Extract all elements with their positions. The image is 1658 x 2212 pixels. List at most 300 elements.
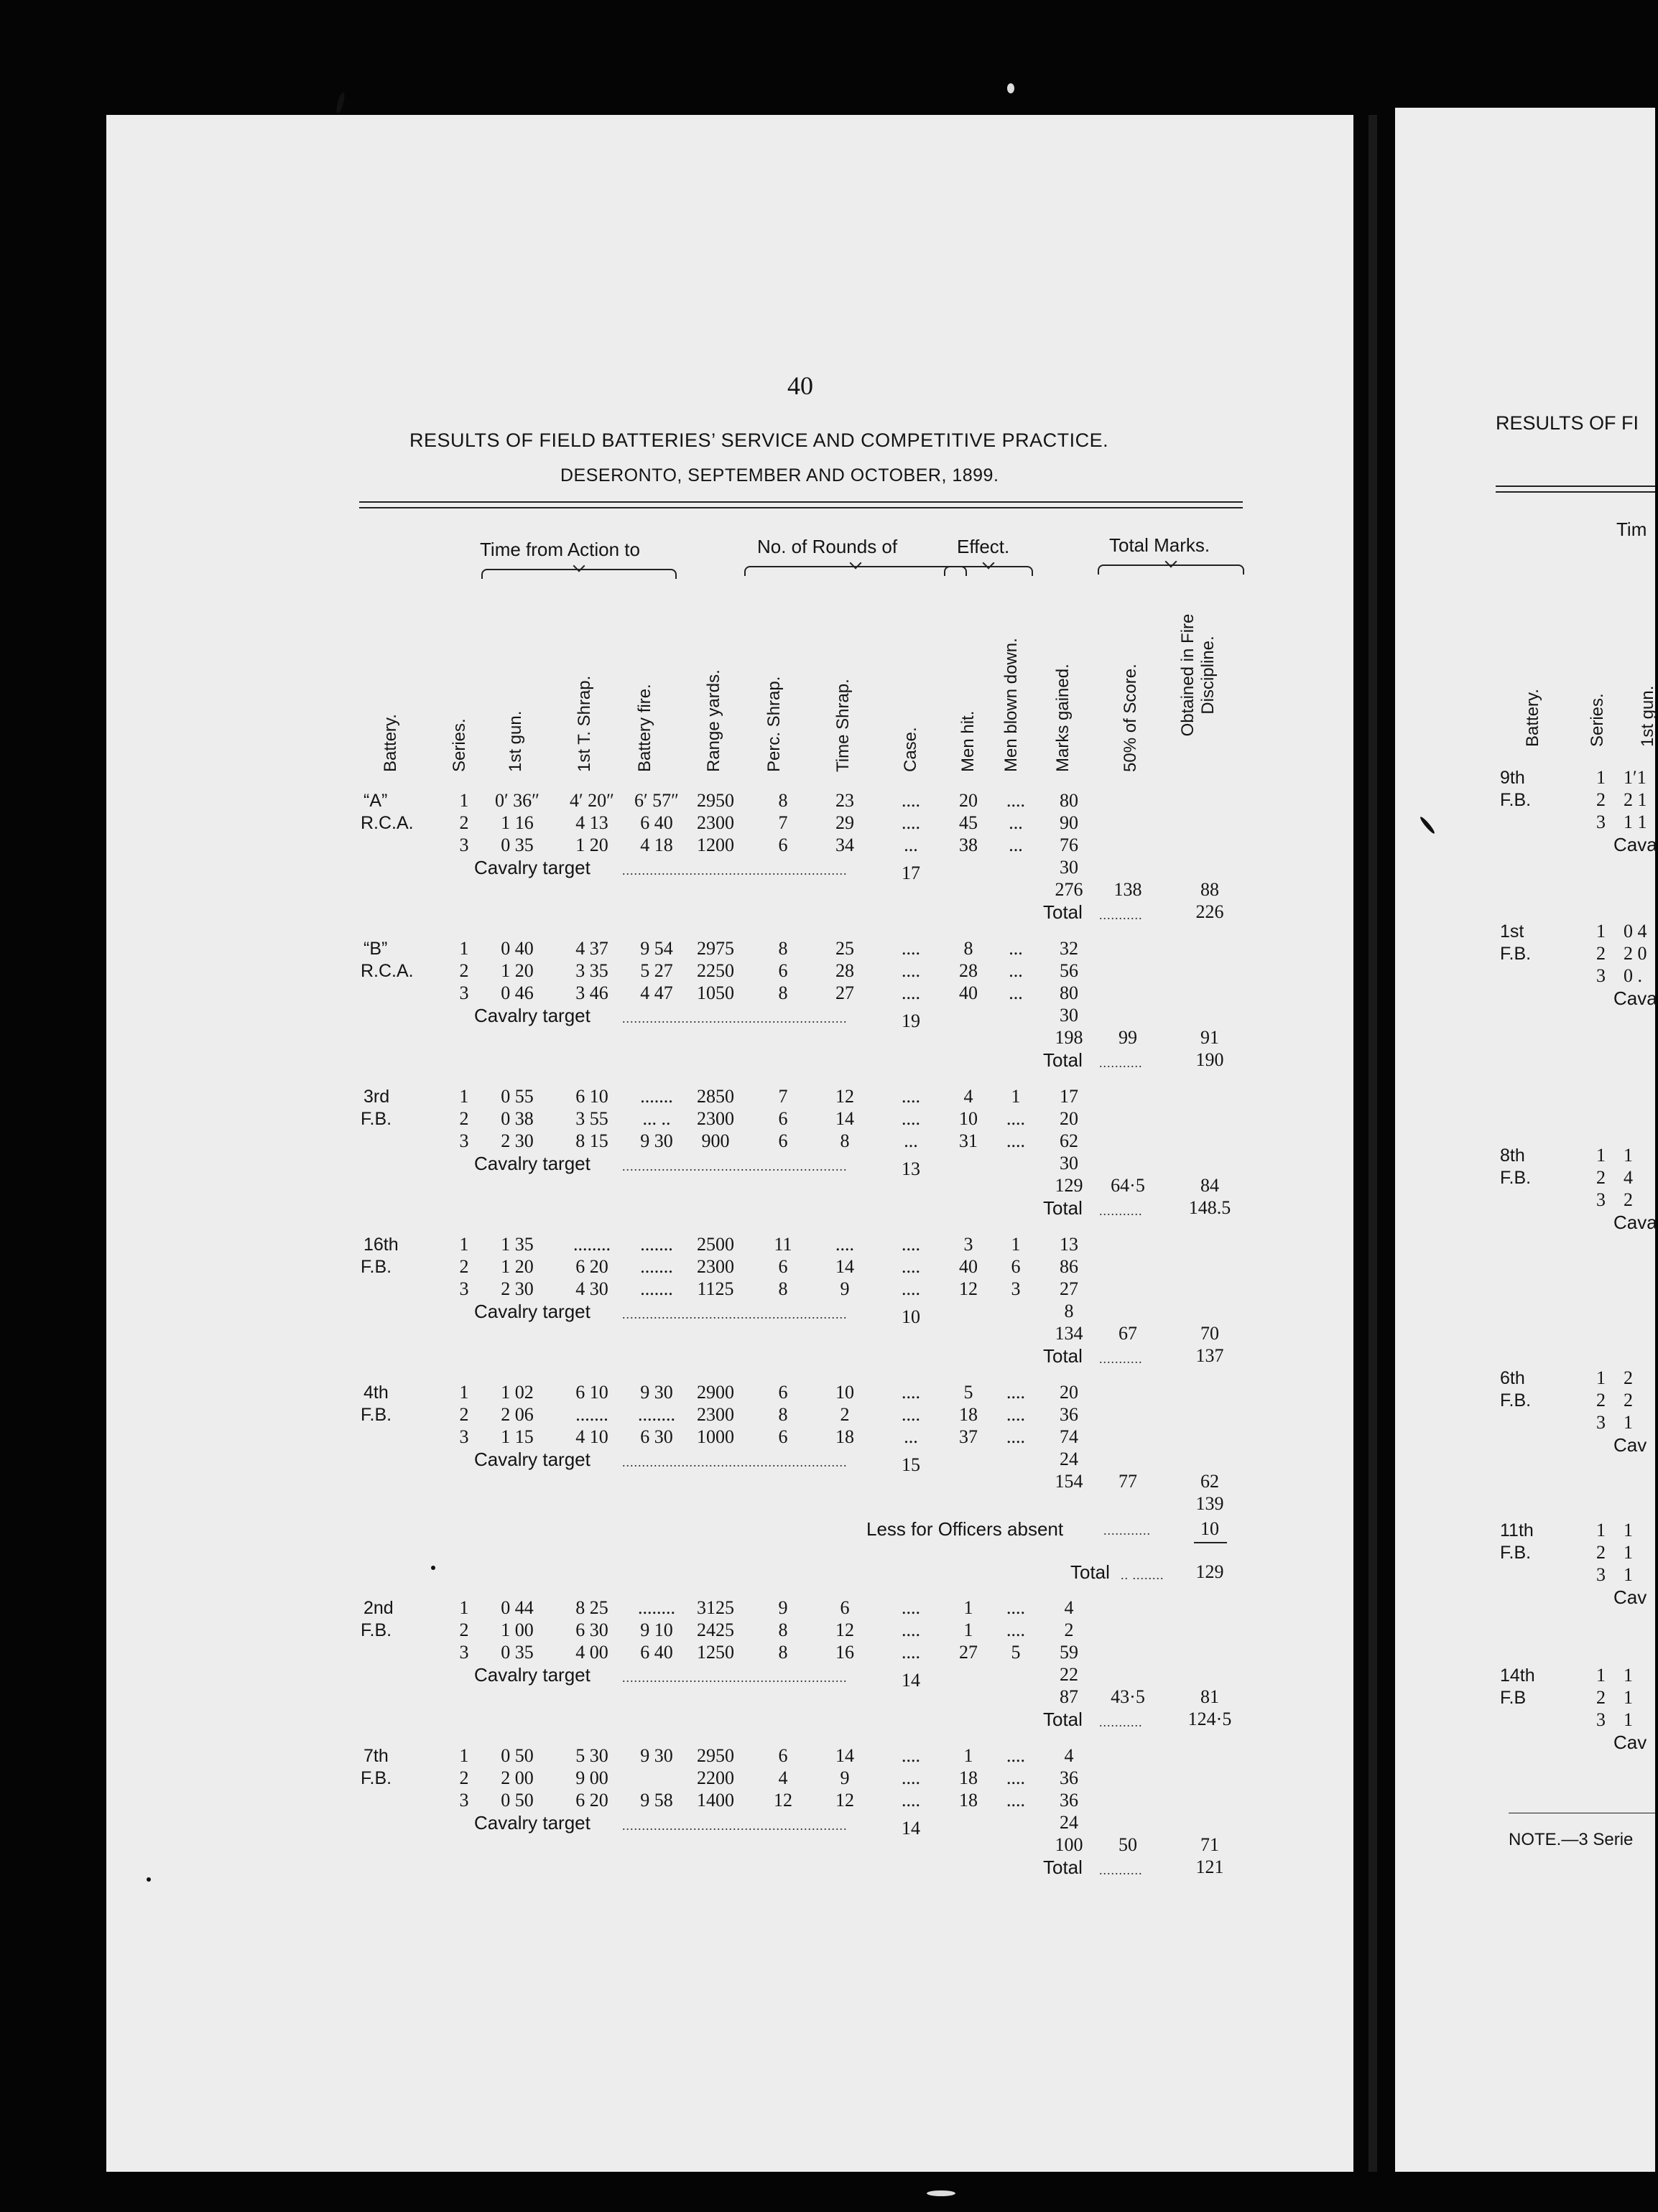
battery-name: 7th (363, 1746, 389, 1766)
right-battery-name: 14th (1500, 1665, 1535, 1686)
first-gun-cell: 1 02 (501, 1382, 534, 1403)
cavalry-case-cell: 14 (902, 1670, 920, 1691)
right-battery-unit: F.B. (1500, 944, 1532, 964)
marks-sum-cell: 276 (1055, 879, 1083, 900)
right-col-header-1st-gun: 1st gun. (1638, 685, 1657, 747)
right-series-cell: 1 (1596, 767, 1606, 788)
marks-cell: 2 (1064, 1620, 1074, 1640)
time-shrap-cell: 34 (835, 835, 854, 855)
men-hit-cell: 18 (959, 1404, 978, 1425)
right-series-cell: 1 (1596, 1665, 1606, 1686)
leader-dots: ........... (1099, 1056, 1143, 1070)
half-score-cell: 99 (1119, 1027, 1137, 1048)
series-cell: 1 (459, 1745, 469, 1766)
total-cell: 124·5 (1187, 1709, 1232, 1729)
battery-fire-cell: 4 18 (640, 835, 673, 855)
time-shrap-cell: .... (835, 1234, 854, 1255)
case-cell: .... (902, 1790, 920, 1811)
perc-shrap-cell: 8 (778, 982, 788, 1003)
less-officers-cell: 10 (1200, 1518, 1219, 1539)
marks-cell: 36 (1060, 1404, 1078, 1425)
battery-fire-cell: ........ (638, 1404, 675, 1425)
battery-fire-cell: 6 40 (640, 1642, 673, 1663)
marks-cell: 59 (1060, 1642, 1078, 1663)
battery-fire-cell: ....... (640, 1086, 673, 1107)
right-first-gun-cell: 1 (1624, 1687, 1633, 1708)
fire-discipline-cell: 71 (1200, 1834, 1219, 1855)
perc-shrap-cell: 6 (778, 960, 788, 981)
range-cell: 900 (701, 1130, 730, 1151)
men-blown-cell: .... (1006, 1382, 1025, 1403)
right-battery-name: 8th (1500, 1146, 1525, 1166)
first-t-shrap-cell: 5 30 (575, 1745, 608, 1766)
right-first-gun-cell: 1′1 (1624, 767, 1647, 788)
half-score-cell: 64·5 (1111, 1175, 1145, 1196)
right-cavalry-fragment: Cav (1613, 1434, 1647, 1456)
right-series-cell: 2 (1596, 1687, 1606, 1708)
first-t-shrap-cell: 4 10 (575, 1426, 608, 1447)
perc-shrap-cell: 7 (778, 1086, 788, 1107)
brace-effect (944, 566, 1033, 576)
cavalry-case-cell: 17 (902, 863, 920, 883)
men-blown-cell: .... (1006, 1790, 1025, 1811)
series-cell: 2 (459, 1767, 469, 1788)
series-cell: 3 (459, 1790, 469, 1811)
marks-cell: 4 (1064, 1745, 1074, 1766)
case-cell: ... (904, 835, 918, 855)
case-cell: .... (902, 1642, 920, 1663)
right-first-gun-cell: 1 (1624, 1520, 1633, 1540)
right-battery-unit: F.B. (1500, 1168, 1532, 1188)
first-t-shrap-cell: 6 20 (575, 1790, 608, 1811)
battery-unit: F.B. (361, 1257, 392, 1277)
range-cell: 2200 (697, 1767, 734, 1788)
total-cell: 190 (1195, 1049, 1224, 1070)
series-cell: 1 (459, 790, 469, 811)
marks-cell: 80 (1060, 982, 1078, 1003)
case-cell: .... (902, 812, 920, 833)
series-cell: 2 (459, 1256, 469, 1277)
first-t-shrap-cell: 6 10 (575, 1382, 608, 1403)
range-cell: 2900 (697, 1382, 734, 1403)
first-gun-cell: 0 35 (501, 1642, 534, 1663)
right-series-cell: 3 (1596, 1564, 1606, 1585)
time-shrap-cell: 18 (835, 1426, 854, 1447)
first-gun-cell: 1 00 (501, 1620, 534, 1640)
range-cell: 1250 (697, 1642, 734, 1663)
page-subtitle: DESERONTO, SEPTEMBER AND OCTOBER, 1899. (560, 465, 999, 485)
case-cell: .... (902, 1382, 920, 1403)
range-cell: 2425 (697, 1620, 734, 1640)
men-hit-cell: 28 (959, 960, 978, 981)
series-cell: 2 (459, 1620, 469, 1640)
group-header-time: Time from Action to (480, 539, 640, 560)
right-series-cell: 2 (1596, 1167, 1606, 1188)
brace-time (481, 569, 677, 579)
perc-shrap-cell: 8 (778, 1642, 788, 1663)
scan-mark (147, 1877, 151, 1882)
right-footnote: NOTE.—3 Serie (1509, 1830, 1634, 1849)
leader-dots: ........... (1099, 1352, 1143, 1366)
right-series-cell: 3 (1596, 1709, 1606, 1730)
first-t-shrap-cell: ........ (573, 1234, 611, 1255)
men-hit-cell: 1 (963, 1620, 973, 1640)
perc-shrap-cell: 6 (778, 1108, 788, 1129)
case-cell: .... (902, 790, 920, 811)
leader-dots: ......................................................... (622, 863, 848, 878)
right-series-cell: 2 (1596, 789, 1606, 810)
range-cell: 1125 (697, 1278, 734, 1299)
battery-unit: F.B. (361, 1768, 392, 1788)
case-cell: .... (902, 1086, 920, 1107)
men-hit-cell: 12 (959, 1278, 978, 1299)
perc-shrap-cell: 9 (778, 1597, 788, 1618)
battery-fire-cell: 6 40 (640, 812, 673, 833)
brace-total (1098, 564, 1244, 575)
right-battery-unit: F.B. (1500, 1390, 1532, 1411)
battery-unit: F.B. (361, 1405, 392, 1425)
first-gun-cell: 1 20 (501, 960, 534, 981)
marks-sum-cell: 100 (1055, 1834, 1083, 1855)
first-gun-cell: 0 38 (501, 1108, 534, 1129)
right-cavalry-fragment: Cava (1613, 834, 1657, 855)
cavalry-target-label: Cavalry target (474, 1005, 591, 1026)
first-gun-cell: 0 46 (501, 982, 534, 1003)
brace-rounds (744, 566, 967, 576)
first-gun-cell: 1 16 (501, 812, 534, 833)
marks-cell: 13 (1060, 1234, 1078, 1255)
marks-sum-cell: 134 (1055, 1323, 1083, 1344)
right-series-cell: 2 (1596, 943, 1606, 964)
col-header-case: Case. (901, 727, 920, 772)
men-hit-cell: 1 (963, 1745, 973, 1766)
first-t-shrap-cell: 3 55 (575, 1108, 608, 1129)
total-label: Total (1043, 901, 1083, 923)
right-first-gun-cell: 0 . (1624, 965, 1642, 986)
battery-fire-cell: ........ (638, 1597, 675, 1618)
battery-fire-cell: ....... (640, 1234, 673, 1255)
first-t-shrap-cell: 6 10 (575, 1086, 608, 1107)
scan-mark (431, 1566, 435, 1570)
right-battery-name: 6th (1500, 1368, 1525, 1388)
battery-fire-cell: 9 10 (640, 1620, 673, 1640)
marks-cell: 90 (1060, 812, 1078, 833)
perc-shrap-cell: 6 (778, 1426, 788, 1447)
total-cell: 121 (1195, 1856, 1224, 1877)
page-gutter (1368, 115, 1377, 2172)
first-gun-cell: 1 20 (501, 1256, 534, 1277)
time-shrap-cell: 6 (840, 1597, 850, 1618)
right-series-cell: 1 (1596, 1145, 1606, 1166)
time-shrap-cell: 9 (840, 1767, 850, 1788)
perc-shrap-cell: 4 (778, 1767, 788, 1788)
half-score-cell: 138 (1113, 879, 1142, 900)
first-t-shrap-cell: ....... (575, 1404, 608, 1425)
perc-shrap-cell: 6 (778, 1745, 788, 1766)
marks-cell: 36 (1060, 1767, 1078, 1788)
battery-fire-cell: 5 27 (640, 960, 673, 981)
perc-shrap-cell: 8 (778, 790, 788, 811)
series-cell: 1 (459, 1382, 469, 1403)
perc-shrap-cell: 8 (778, 938, 788, 959)
col-header-series: Series. (450, 718, 469, 772)
col-header-range-yards: Range yards. (704, 669, 723, 772)
time-shrap-cell: 10 (835, 1382, 854, 1403)
first-t-shrap-cell: 3 46 (575, 982, 608, 1003)
case-cell: .... (902, 1278, 920, 1299)
men-blown-cell: ... (1009, 812, 1023, 833)
battery-fire-cell: 6 30 (640, 1426, 673, 1447)
marks-cell: 17 (1060, 1086, 1078, 1107)
men-blown-cell: .... (1006, 790, 1025, 811)
perc-shrap-cell: 8 (778, 1620, 788, 1640)
men-blown-cell: .... (1006, 1745, 1025, 1766)
range-cell: 2950 (697, 790, 734, 811)
time-shrap-cell: 29 (835, 812, 854, 833)
marks-cell: 76 (1060, 835, 1078, 855)
men-hit-cell: 18 (959, 1767, 978, 1788)
first-gun-cell: 2 30 (501, 1278, 534, 1299)
cavalry-case-cell: 14 (902, 1818, 920, 1839)
battery-fire-cell: 9 30 (640, 1130, 673, 1151)
battery-unit: R.C.A. (361, 961, 414, 981)
perc-shrap-cell: 7 (778, 812, 788, 833)
col-header-1st-gun: 1st gun. (506, 710, 525, 772)
header-rule-bottom (359, 507, 1243, 508)
col-header-fire-discipline: Obtained in Fire Discipline. (1178, 613, 1218, 737)
men-blown-cell: ... (1009, 835, 1023, 855)
battery-fire-cell: 9 30 (640, 1745, 673, 1766)
right-first-gun-cell: 1 (1624, 1564, 1633, 1585)
first-gun-cell: 2 30 (501, 1130, 534, 1151)
range-cell: 2975 (697, 938, 734, 959)
right-group-header-fragment: Tim (1616, 519, 1647, 540)
half-score-cell: 77 (1119, 1471, 1137, 1492)
half-score-cell: 50 (1119, 1834, 1137, 1855)
men-blown-cell: 1 (1011, 1086, 1021, 1107)
right-page-title-fragment: RESULTS OF FI (1496, 412, 1639, 434)
men-blown-cell: 6 (1011, 1256, 1021, 1277)
series-cell: 1 (459, 1234, 469, 1255)
right-first-gun-cell: 1 (1624, 1709, 1633, 1730)
first-gun-cell: 0 35 (501, 835, 534, 855)
perc-shrap-cell: 12 (774, 1790, 792, 1811)
men-blown-cell: ... (1009, 982, 1023, 1003)
right-series-cell: 1 (1596, 1520, 1606, 1540)
col-header-50pct-score: 50% of Score. (1121, 664, 1140, 772)
marks-sum-cell: 154 (1055, 1471, 1083, 1492)
series-cell: 3 (459, 1130, 469, 1151)
right-series-cell: 3 (1596, 965, 1606, 986)
right-first-gun-cell: 1 (1624, 1542, 1633, 1563)
first-t-shrap-cell: 4 37 (575, 938, 608, 959)
total-cell: 148.5 (1188, 1197, 1231, 1218)
men-hit-cell: 31 (959, 1130, 978, 1151)
marks-sum-cell: 87 (1060, 1686, 1078, 1707)
right-first-gun-cell: 2 (1624, 1390, 1633, 1411)
first-t-shrap-cell: 4 13 (575, 812, 608, 833)
time-shrap-cell: 23 (835, 790, 854, 811)
men-hit-cell: 38 (959, 835, 978, 855)
first-gun-cell: 2 06 (501, 1404, 534, 1425)
case-cell: .... (902, 982, 920, 1003)
total-label: Total (1043, 1345, 1083, 1367)
perc-shrap-cell: 6 (778, 1382, 788, 1403)
men-hit-cell: 1 (963, 1597, 973, 1618)
leader-dots: .. ........ (1121, 1568, 1164, 1582)
perc-shrap-cell: 6 (778, 1130, 788, 1151)
fire-discipline-cell: 62 (1200, 1471, 1219, 1492)
cavalry-marks-cell: 30 (1060, 857, 1078, 878)
men-hit-cell: 27 (959, 1642, 978, 1663)
cavalry-target-label: Cavalry target (474, 1664, 591, 1686)
right-first-gun-cell: 1 (1624, 1665, 1633, 1686)
men-hit-cell: 8 (963, 938, 973, 959)
first-gun-cell: 0 40 (501, 938, 534, 959)
men-hit-cell: 10 (959, 1108, 978, 1129)
fire-discipline-cell: 70 (1200, 1323, 1219, 1344)
right-first-gun-cell: 2 (1624, 1189, 1633, 1210)
cavalry-marks-cell: 22 (1060, 1664, 1078, 1685)
men-blown-cell: .... (1006, 1108, 1025, 1129)
case-cell: .... (902, 1404, 920, 1425)
right-series-cell: 3 (1596, 1189, 1606, 1210)
men-blown-cell: ... (1009, 960, 1023, 981)
time-shrap-cell: 25 (835, 938, 854, 959)
right-col-header-series: Series. (1588, 693, 1607, 747)
case-cell: .... (902, 1620, 920, 1640)
page-title: RESULTS OF FIELD BATTERIES’ SERVICE AND COMPETITIVE PRACTICE. (409, 429, 1109, 451)
series-cell: 2 (459, 812, 469, 833)
range-cell: 1400 (697, 1790, 734, 1811)
range-cell: 2250 (697, 960, 734, 981)
fire-discipline-cell: 81 (1200, 1686, 1219, 1707)
perc-shrap-cell: 8 (778, 1404, 788, 1425)
right-battery-unit: F.B (1500, 1688, 1527, 1708)
right-cavalry-fragment: Cava (1613, 1212, 1657, 1233)
marks-cell: 80 (1060, 790, 1078, 811)
battery-name: 3rd (363, 1087, 390, 1107)
col-header-battery: Battery. (381, 714, 400, 772)
series-cell: 1 (459, 1597, 469, 1618)
time-shrap-cell: 16 (835, 1642, 854, 1663)
right-series-cell: 1 (1596, 921, 1606, 942)
men-hit-cell: 45 (959, 812, 978, 833)
case-cell: .... (902, 1234, 920, 1255)
battery-fire-cell: 9 30 (640, 1382, 673, 1403)
fire-discipline-cell: 84 (1200, 1175, 1219, 1196)
right-cavalry-fragment: Cava (1613, 988, 1657, 1009)
range-cell: 2300 (697, 1256, 734, 1277)
range-cell: 2300 (697, 1404, 734, 1425)
case-cell: .... (902, 1108, 920, 1129)
battery-name: 16th (363, 1235, 399, 1255)
cavalry-target-label: Cavalry target (474, 1812, 591, 1834)
scan-mark (335, 91, 346, 113)
first-t-shrap-cell: 8 25 (575, 1597, 608, 1618)
half-score-cell: 67 (1119, 1323, 1137, 1344)
right-battery-unit: F.B. (1500, 1543, 1532, 1563)
half-score-cell: 43·5 (1111, 1686, 1145, 1707)
scan-mark (1007, 83, 1014, 93)
perc-shrap-cell: 6 (778, 1256, 788, 1277)
col-header-men-blown-down: Men blown down. (1001, 638, 1021, 772)
men-blown-cell: 3 (1011, 1278, 1021, 1299)
time-shrap-cell: 14 (835, 1256, 854, 1277)
men-hit-cell: 40 (959, 982, 978, 1003)
series-cell: 3 (459, 835, 469, 855)
marks-cell: 20 (1060, 1382, 1078, 1403)
first-gun-cell: 0 50 (501, 1745, 534, 1766)
time-shrap-cell: 12 (835, 1086, 854, 1107)
battery-fire-cell: 6′ 57″ (634, 790, 680, 811)
leader-dots: ......................................................... (622, 1159, 848, 1174)
right-first-gun-cell: 2 0 (1624, 943, 1647, 964)
first-gun-cell: 2 00 (501, 1767, 534, 1788)
range-cell: 2950 (697, 1745, 734, 1766)
first-t-shrap-cell: 8 15 (575, 1130, 608, 1151)
marks-cell: 74 (1060, 1426, 1078, 1447)
right-series-cell: 1 (1596, 1367, 1606, 1388)
total-label: Total (1070, 1561, 1110, 1583)
cavalry-target-label: Cavalry target (474, 1449, 591, 1470)
marks-cell: 86 (1060, 1256, 1078, 1277)
group-header-effect: Effect. (957, 536, 1010, 557)
right-battery-name: 1st (1500, 921, 1524, 942)
cavalry-target-label: Cavalry target (474, 1153, 591, 1174)
first-gun-cell: 0 50 (501, 1790, 534, 1811)
leader-dots: ........... (1099, 1715, 1143, 1729)
group-header-rounds: No. of Rounds of (757, 536, 898, 557)
series-cell: 1 (459, 1086, 469, 1107)
right-first-gun-cell: 1 (1624, 1145, 1633, 1166)
first-t-shrap-cell: 6 30 (575, 1620, 608, 1640)
marks-cell: 4 (1064, 1597, 1074, 1618)
case-cell: .... (902, 1256, 920, 1277)
right-battery-unit: F.B. (1500, 790, 1532, 810)
men-blown-cell: 5 (1011, 1642, 1021, 1663)
leader-dots: ......................................................... (622, 1670, 848, 1685)
time-shrap-cell: 2 (840, 1404, 850, 1425)
marks-cell: 20 (1060, 1108, 1078, 1129)
marks-sum-cell: 198 (1055, 1027, 1083, 1048)
right-header-rule-top (1496, 485, 1655, 487)
page-number: 40 (787, 371, 813, 400)
leader-dots: ......................................................... (622, 1307, 848, 1321)
first-t-shrap-cell: 3 35 (575, 960, 608, 981)
leader-dots: ......................................................... (622, 1011, 848, 1026)
right-cavalry-fragment: Cav (1613, 1586, 1647, 1608)
first-t-shrap-cell: 4 00 (575, 1642, 608, 1663)
range-cell: 1050 (697, 982, 734, 1003)
case-cell: .... (902, 1767, 920, 1788)
leader-dots: ............ (1103, 1523, 1151, 1538)
range-cell: 2850 (697, 1086, 734, 1107)
battery-unit: F.B. (361, 1109, 392, 1129)
cavalry-case-cell: 15 (902, 1454, 920, 1475)
col-header-1st-t-shrap: 1st T. Shrap. (575, 675, 594, 772)
right-first-gun-cell: 2 (1624, 1367, 1633, 1388)
time-shrap-cell: 12 (835, 1620, 854, 1640)
subtotal-cell: 139 (1195, 1493, 1224, 1514)
cavalry-marks-cell: 30 (1060, 1005, 1078, 1026)
battery-fire-cell: 9 58 (640, 1790, 673, 1811)
men-hit-cell: 18 (959, 1790, 978, 1811)
cavalry-target-label: Cavalry target (474, 857, 591, 878)
men-hit-cell: 37 (959, 1426, 978, 1447)
total-label: Total (1043, 1197, 1083, 1219)
cavalry-marks-cell: 24 (1060, 1449, 1078, 1469)
